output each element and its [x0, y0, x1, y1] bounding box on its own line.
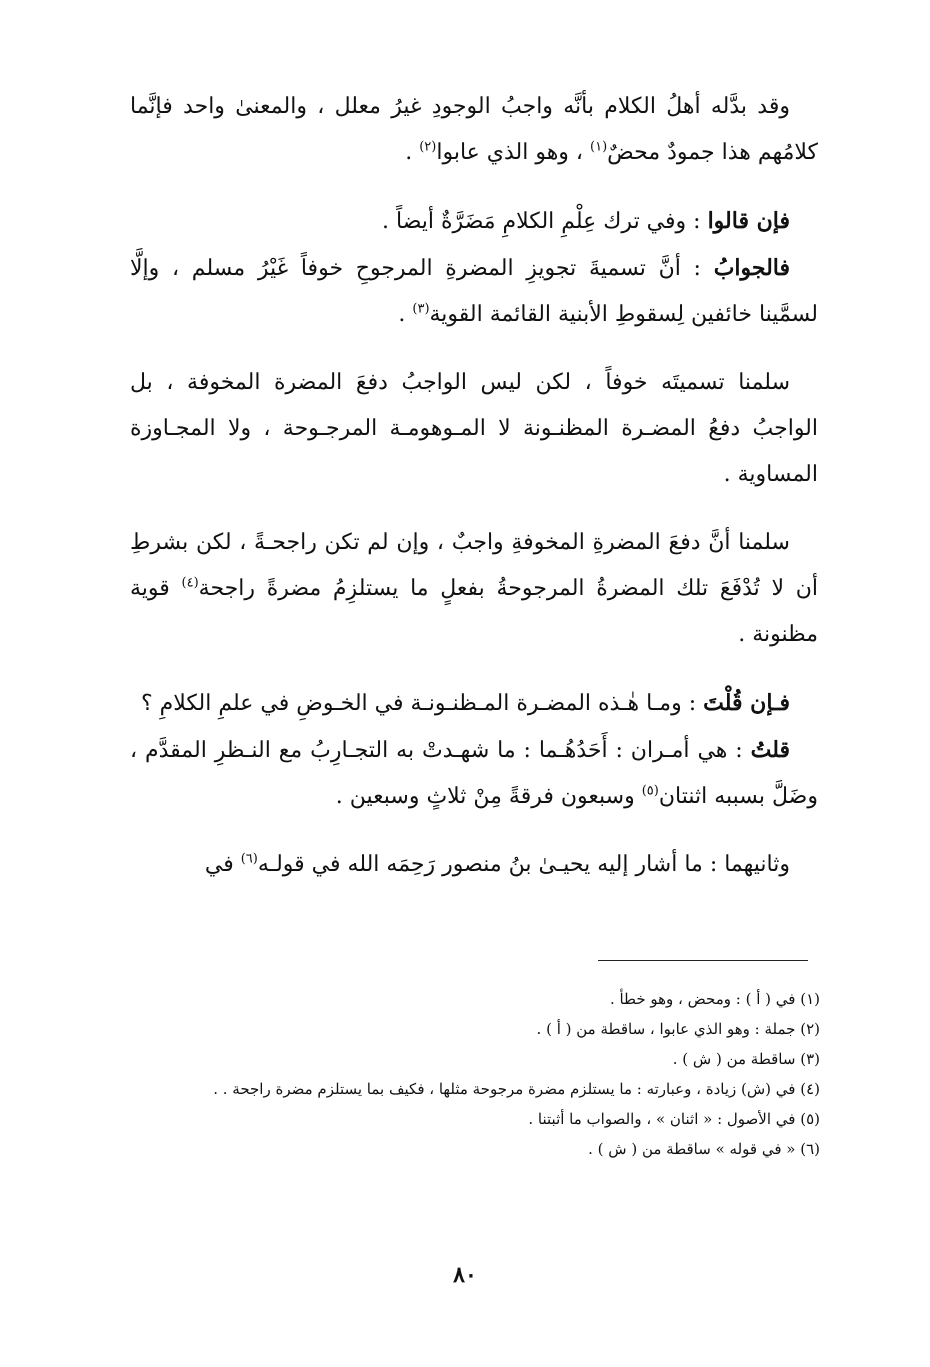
paragraph-1 [130, 84, 818, 176]
paragraph-lead: فالجوابُ [713, 255, 790, 281]
paragraph-text: . [398, 302, 413, 327]
paragraph-7 [130, 727, 818, 820]
footnote-ref-1[interactable]: (١) [590, 139, 608, 155]
footnote-3: (٣) ساقطة من ( ش ) . [672, 1050, 820, 1068]
paragraph-2 [130, 198, 818, 245]
footnote-ref-3[interactable]: (٣) [412, 301, 430, 317]
footnote-1: (١) في ( أ ) : ومحض ، وهو خطأ . [609, 990, 820, 1008]
paragraph-text: في [204, 852, 241, 877]
paragraph-text: وسبعون فرقةً مِنْ ثلاثٍ وسبعين . [335, 784, 642, 809]
main-text [130, 84, 818, 910]
paragraph-text: سلمنا تسميتَه خوفاً ، لكن ليس الواجبُ دفعَ المضرة المخوفة ، بل الواجبُ دفعُ المضـرة المظنـونة لا المـوهومـة المرجـوحة ، ولا المجـاوزة المساوية . [130, 370, 818, 487]
paragraph-text: : ومـا هٰـذه المضـرة المـظنـونـة في الخـوضِ في علمِ الكلامِ ؟ [140, 691, 704, 716]
footnote-ref-2[interactable]: (٢) [419, 139, 437, 155]
footnote-5: (٥) في الأصول : « اثنان » ، والصواب ما أثبتنا . [528, 1110, 820, 1128]
paragraph-text: : هي أمـران : أَحَدُهُـما : ما شهـدتْ به التجـارِبُ مع النـظرِ المقدَّم ، وضَلَّ بسببه اثنتان [130, 738, 818, 809]
footnote-separator [598, 960, 808, 961]
paragraph-text: : أنَّ تسميةَ تجويزِ المضرةِ المرجوحِ خوفاً غَيْرُ مسلم ، وإلَّا لسمَّينا خائفين لِسقوطِ الأبنية القائمة القوية [130, 256, 818, 327]
paragraph-text: . [405, 140, 420, 165]
footnote-ref-5[interactable]: (٥) [641, 783, 659, 799]
paragraph-text: قوية مظنونة . [130, 576, 818, 647]
paragraph-text: سلمنا أنَّ دفعَ المضرةِ المخوفةِ واجبٌ ، وإن لم تكن راجحـةً ، لكن بشرطِ أن لا تُدْفَعَ تلك المضرةُ المرجوحةُ بفعلٍ ما يستلزِمُ مضرةً راجحة [130, 530, 818, 601]
paragraph-text: : وفي ترك عِلْمِ الكلامِ مَضَرَّةٌ أيضاً . [382, 209, 708, 234]
footnotes [140, 984, 820, 1164]
footnote-ref-4[interactable]: (٤) [181, 575, 199, 591]
paragraph-text: ، وهو الذي عابوا [436, 140, 591, 165]
paragraph-8 [130, 842, 818, 888]
footnote-4: (٤) في (ش) زيادة ، وعبارته : ما يستلزم مضرة مرجوحة مثلها ، فكيف بما يستلزم مضرة راجحة . . [213, 1080, 820, 1098]
page-number: ٨٠ [453, 1262, 477, 1288]
footnote-ref-6[interactable]: (٦) [240, 851, 258, 867]
footnote-6: (٦) « في قوله » ساقطة من ( ش ) . [588, 1140, 820, 1158]
paragraph-lead: فإن قالوا [707, 208, 790, 234]
paragraph-text: وقد بدَّله أهلُ الكلام بأنَّه واجبُ الوجودِ غيرُ معلل ، والمعنىٰ واحد فإنَّما كلامُهم هذا جمودٌ محضٌ [130, 94, 818, 165]
paragraph-lead: فـإن قُلْتَ [703, 690, 790, 716]
paragraph-lead: قلتُ [750, 737, 790, 763]
paragraph-text: وثانيهما : ما أشار إليه يحيـىٰ بنُ منصور رَحِمَه الله في قولـه [257, 852, 790, 877]
footnote-2: (٢) جملة : وهو الذي عابوا ، ساقطة من ( أ ) . [536, 1020, 820, 1038]
paragraph-6 [130, 680, 818, 727]
paragraph-3 [130, 245, 818, 338]
paragraph-5 [130, 520, 818, 658]
paragraph-4 [130, 360, 818, 498]
